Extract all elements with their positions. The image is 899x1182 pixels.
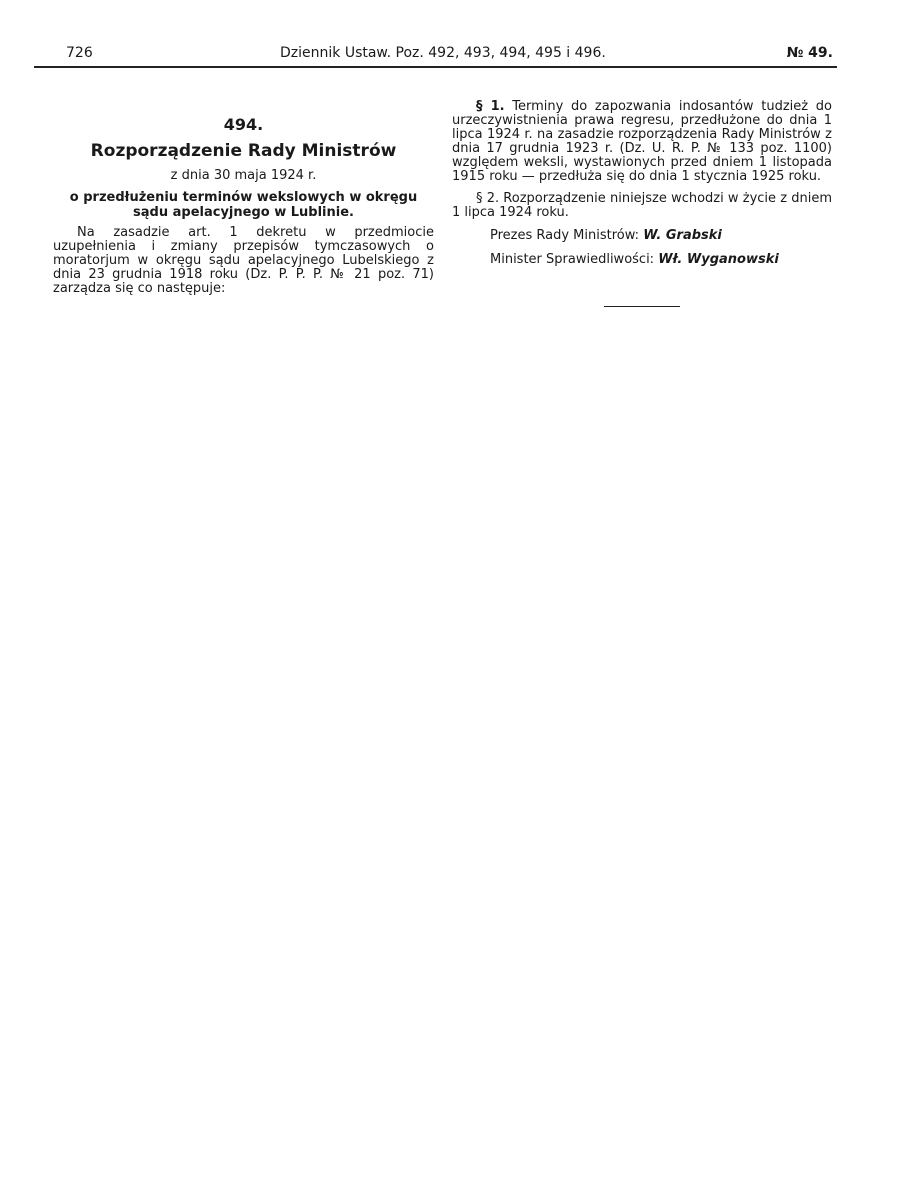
section-1-text: Terminy do zapozwania indosantów tudzież do urzeczywistnienia prawa regresu, przedłużone do dnia 1 lipca 1924 r. na zasadzie rozporządzenia Rady Ministrów z dnia 17 grudnia 1923 r. (Dz. U. R. P. № 133 poz. 1100) względem weksli, wystawionych przed dniem 1 listopada 1915 roku — przedłuża się do dnia 1 stycznia 1925 roku. (452, 99, 832, 184)
act-title: Rozporządzenie Rady Ministrów (90, 141, 397, 161)
section-2-mark: § 2. (476, 191, 500, 206)
signature-role: Prezes Rady Ministrów: (490, 228, 640, 243)
header-rule (34, 66, 837, 68)
act-number: 494. (223, 115, 264, 134)
section-1 (452, 100, 832, 184)
signature-justice-minister (452, 252, 832, 268)
signature-role: Minister Sprawiedliwości: (490, 252, 655, 267)
signature-prime-minister (452, 228, 832, 244)
act-date: z dnia 30 maja 1924 r. (170, 168, 317, 183)
left-column (53, 100, 434, 296)
section-2-text: Rozporządzenie niniejsze wchodzi w życie z dniem 1 lipca 1924 roku. (452, 191, 832, 220)
section-1-mark: § 1. (476, 99, 505, 114)
page-number: 726 (66, 45, 93, 61)
signature-name: Wł. Wyganowski (658, 252, 779, 267)
act-preamble: Na zasadzie art. 1 dekretu w przedmiocie uzupełnienia i zmiany przepisów tymczasowych o moratorjum w okręgu sądu apelacyjnego Lubelskiego z dnia 23 grudnia 1918 roku (Dz. P. P. P. № 21 poz. 71) zarządza się co następuje: (53, 225, 434, 296)
page-header (60, 44, 837, 66)
issue-number: № 49. (786, 45, 833, 61)
right-column (452, 100, 832, 268)
act-subject: o przedłużeniu terminów wekslowych w okręgu sądu apelacyjnego w Lublinie. (69, 190, 418, 220)
signature-name: W. Grabski (643, 228, 722, 243)
end-rule (604, 306, 680, 307)
section-2 (452, 192, 832, 220)
running-head: Dziennik Ustaw. Poz. 492, 493, 494, 495 i 496. (280, 45, 606, 61)
